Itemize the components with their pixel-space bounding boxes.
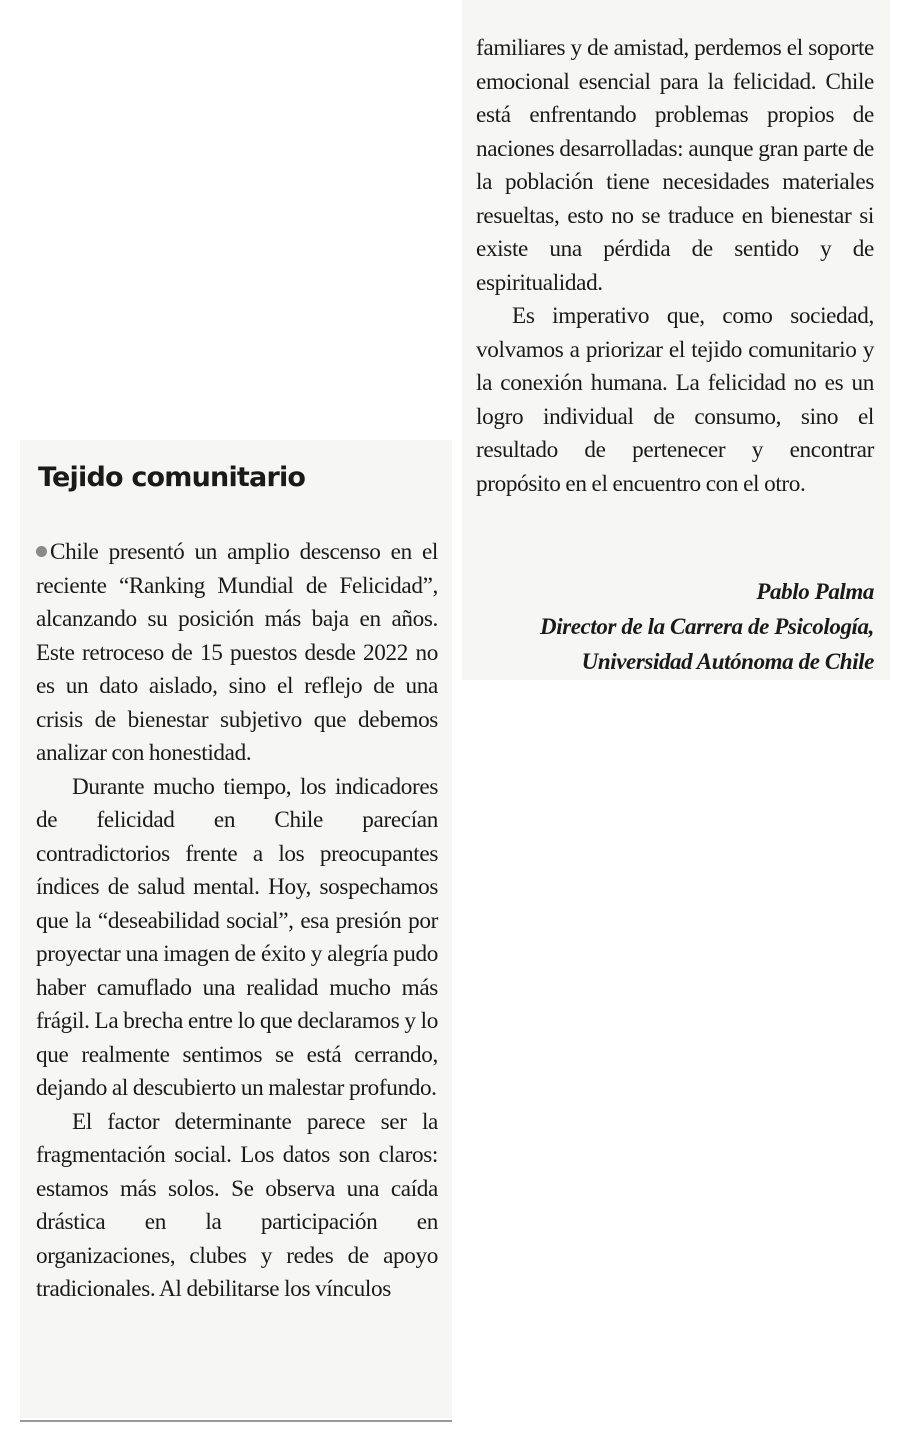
article-paragraph-2: Durante mucho tiempo, los indicadores de felicidad en Chile parecían contradictorios frente a los preocupantes índices de salud mental. Hoy, sospechamos que la “deseabilidad social”, esa presión por proyectar una imagen de éxito y alegría pudo haber camuflado una realidad mucho más frágil. La brecha entre lo que declaramos y lo que realmente sentimos se está cerrando, dejando al descubierto un malestar profundo. [36,773,438,1101]
article-headline: Tejido comunitario [38,462,306,493]
article-paragraph-1-text: Chile presentó un amplio descenso en el reciente “Ranking Mundial de Felicidad”, alcanzando su posición más baja en años. Este retroceso de 15 puestos desde 2022 no es un dato aislado, sino el reflejo de una crisis de bienestar subjetivo que debemos analizar con honestidad. [36,539,438,766]
article-paragraph-3: El factor determinante parece ser la fragmentación social. Los datos son claros: estamos más solos. Se observa una caída drástica en la participación en organizaciones, clubes y redes de apoyo tradicionales. Al debilitarse los vínculos [36,1108,438,1302]
author-name: Pablo Palma [756,579,874,604]
article-paragraph-1 [36,536,438,771]
article-left-column [36,536,438,1307]
author-institution: Universidad Autónoma de Chile [581,649,874,674]
bullet-icon [36,546,47,557]
author-signature [540,574,874,679]
bottom-divider [20,1420,452,1422]
author-title: Director de la Carrera de Psicología, [540,614,874,639]
article-right-column [476,32,874,501]
article-paragraph-4: Es imperativo que, como sociedad, volvamos a priorizar el tejido comunitario y la conexión humana. La felicidad no es un logro individual de consumo, sino el resultado de pertenecer y encontrar propósito en el encuentro con el otro. [476,303,874,497]
article-paragraph-3-continued: familiares y de amistad, perdemos el soporte emocional esencial para la felicidad. Chile está enfrentando problemas propios de naciones desarrolladas: aunque gran parte de la población tiene necesidades materiales resueltas, esto no se traduce en bienestar si existe una pérdida de sentido y de espiritualidad. [476,35,874,296]
